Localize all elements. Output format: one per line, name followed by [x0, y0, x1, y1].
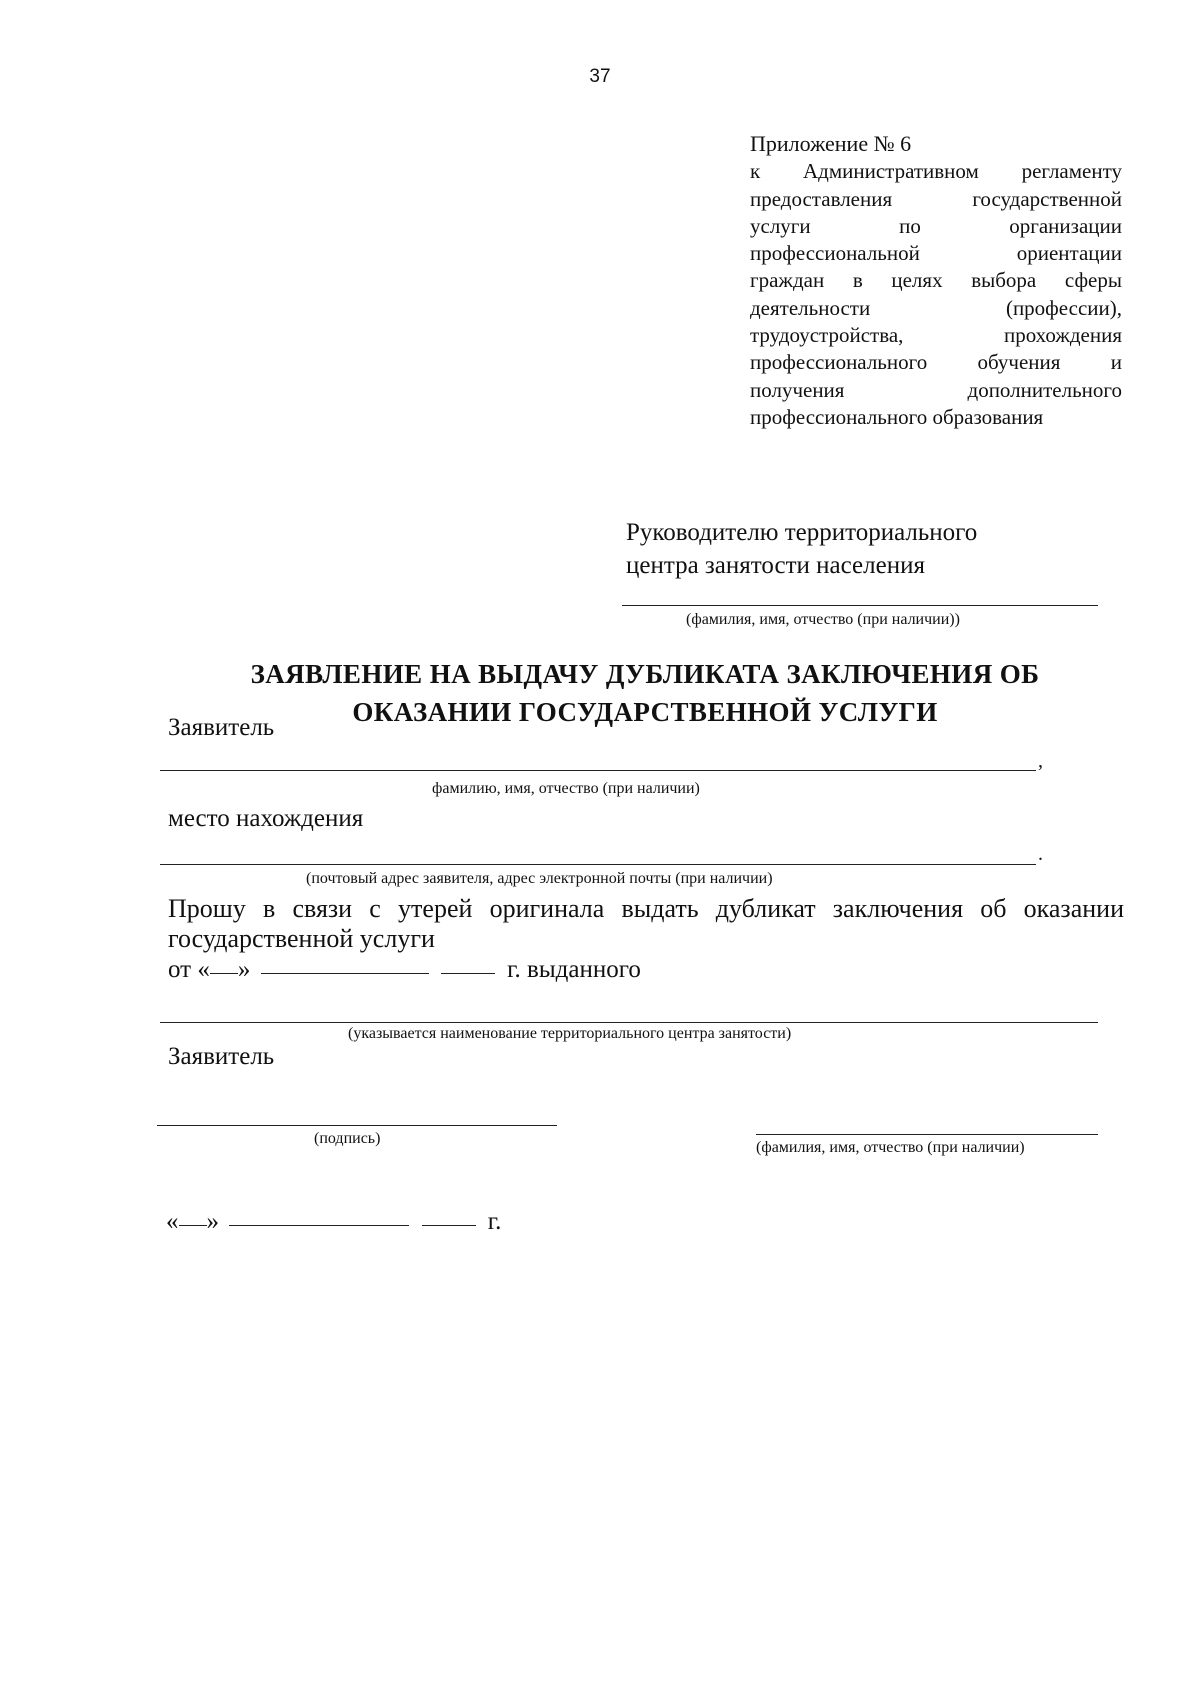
appendix-line: к Административном регламенту: [750, 159, 1122, 184]
appendix-line: трудоустройства, прохождения: [750, 323, 1122, 348]
issue-date-day-field[interactable]: [210, 973, 238, 974]
document-title-line: ЗАЯВЛЕНИЕ НА ВЫДАЧУ ДУБЛИКАТА ЗАКЛЮЧЕНИЯ ОБ: [250, 659, 1040, 689]
addressee-name-caption: (фамилия, имя, отчество (при наличии)): [686, 611, 960, 628]
issuer-caption: (указывается наименование территориального центра занятости): [348, 1025, 792, 1042]
issue-date-year-field[interactable]: [441, 973, 495, 974]
footer-date-year-field[interactable]: [422, 1225, 476, 1226]
footer-date-day-field[interactable]: [179, 1225, 207, 1226]
appendix-title: Приложение № 6: [750, 131, 912, 156]
appendix-block: [750, 130, 1122, 431]
issue-date-line: [168, 956, 641, 984]
footer-date-suffix: г.: [487, 1208, 502, 1235]
applicant-name-end-mark: ,: [1038, 750, 1043, 772]
appendix-line: получения дополнительного: [750, 377, 1122, 402]
location-field[interactable]: [160, 864, 1036, 865]
appendix-line: деятельности (профессии),: [750, 295, 1122, 320]
addressee-name-field[interactable]: [622, 605, 1098, 606]
signature-name-field[interactable]: [756, 1134, 1098, 1135]
issue-date-close: »: [237, 956, 251, 983]
request-line: государственной услуги: [168, 924, 435, 953]
appendix-line: профессионального обучения и: [750, 350, 1122, 375]
page-number: 37: [589, 66, 611, 87]
signature-applicant-label: Заявитель: [168, 1043, 275, 1070]
request-line: Прошу в связи с утерей оригинала выдать дубликат заключения об оказании: [168, 894, 1124, 923]
appendix-line: граждан в целях выбора сферы: [750, 268, 1122, 293]
applicant-name-field[interactable]: [160, 770, 1036, 771]
signature-name-caption: (фамилия, имя, отчество (при наличии): [756, 1139, 1025, 1156]
addressee-block: [626, 516, 977, 582]
applicant-label: Заявитель: [168, 714, 275, 741]
addressee-line: центра занятости населения: [626, 552, 925, 579]
signature-caption: (подпись): [314, 1130, 381, 1147]
applicant-name-caption: фамилию, имя, отчество (при наличии): [432, 780, 700, 797]
footer-date-open: «: [166, 1208, 179, 1235]
issuer-field[interactable]: [160, 1022, 1098, 1023]
appendix-line: профессионального образования: [750, 404, 1044, 429]
request-text: [168, 894, 1124, 954]
location-end-mark: .: [1038, 843, 1043, 865]
document-title-line: ОКАЗАНИИ ГОСУДАРСТВЕННОЙ УСЛУГИ: [352, 697, 938, 727]
location-caption: (почтовый адрес заявителя, адрес электронной почты (при наличии): [306, 870, 773, 887]
footer-date-close: »: [206, 1208, 219, 1235]
location-label: место нахождения: [168, 805, 364, 832]
issue-date-prefix: от «: [168, 956, 210, 983]
appendix-line: профессиональной ориентации: [750, 241, 1122, 266]
issue-date-suffix: г. выданного: [507, 956, 641, 983]
appendix-line: предоставления государственной: [750, 186, 1122, 211]
appendix-line: услуги по организации: [750, 213, 1122, 238]
footer-date-line: [166, 1208, 501, 1236]
addressee-line: Руководителю территориального: [626, 519, 978, 546]
signature-field[interactable]: [157, 1125, 557, 1126]
issue-date-month-field[interactable]: [261, 973, 429, 974]
footer-date-month-field[interactable]: [229, 1225, 409, 1226]
